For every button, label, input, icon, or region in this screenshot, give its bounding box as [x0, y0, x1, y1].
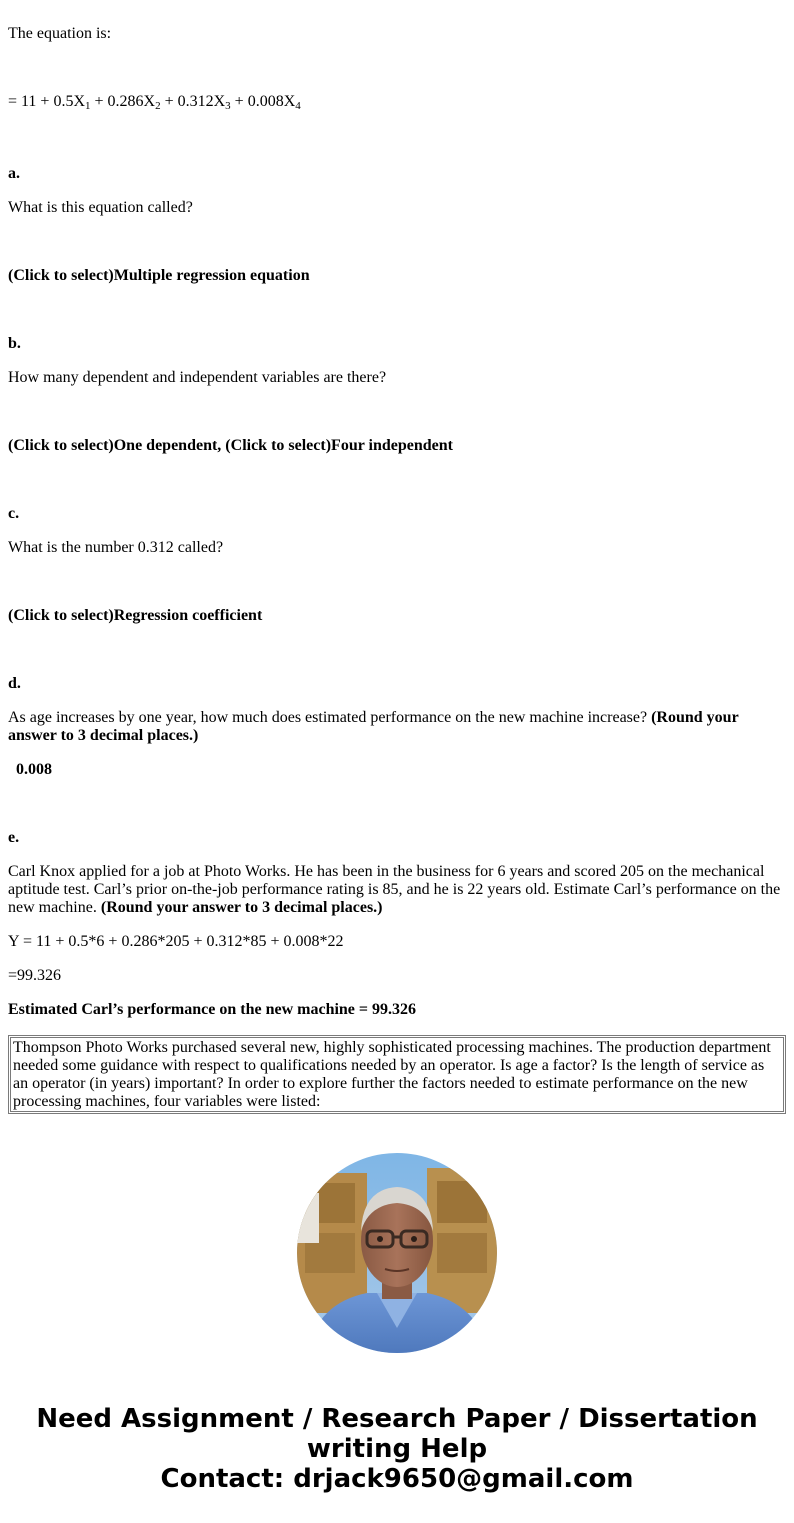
contact-banner-line-1: Need Assignment / Research Paper / Dissertation	[36, 1404, 758, 1434]
regression-equation	[8, 93, 301, 111]
question-d-label: d.	[8, 675, 21, 692]
question-e-instruction: (Round your answer to 3 decimal places.)	[100, 899, 383, 916]
eq-sub-4: 4	[295, 100, 301, 112]
eq-sub-1: 1	[85, 100, 91, 112]
eq-sub-3: 3	[225, 100, 231, 112]
question-a-label: a.	[8, 165, 20, 182]
question-a-answer[interactable]: (Click to select)Multiple regression equation	[8, 267, 310, 284]
question-a-text: What is this equation called?	[8, 199, 193, 216]
eq-term-3: + 0.312X	[160, 93, 226, 110]
question-e-label: e.	[8, 829, 20, 846]
calculation-result: Estimated Carl’s performance on the new machine = 99.326	[8, 1001, 417, 1018]
question-c-label: c.	[8, 505, 20, 522]
eq-term-4: + 0.008X	[230, 93, 296, 110]
avatar-photo	[297, 1153, 497, 1353]
question-d-instruction: (Round your answer to 3 decimal places.)	[8, 709, 739, 744]
contact-banner	[0, 1404, 794, 1494]
contact-banner-email[interactable]: Contact: drjack9650@gmail.com	[160, 1464, 634, 1494]
question-b-text: How many dependent and independent variables are there?	[8, 369, 387, 386]
question-e-question: Carl Knox applied for a job at Photo Works. He has been in the business for 6 years and scored 205 on the mechanical aptitude test. Carl’s prior on-the-job performance rating is 85, and he is 22 years old. Estimate Carl’s performance on the new machine.	[8, 863, 781, 916]
question-d-question: As age increases by one year, how much does estimated performance on the new machine increase?	[8, 709, 648, 726]
eq-sub-2: 2	[155, 100, 161, 112]
contact-banner-line-2: writing Help	[306, 1434, 488, 1464]
problem-statement-text: Thompson Photo Works purchased several new, highly sophisticated processing machines. The production department needed some guidance with respect to qualifications needed by an operator. Is age a factor? Is the length of service as an operator (in years) important? In order to explore further the factors needed to estimate performance on the new processing machines, four variables were listed:	[10, 1037, 784, 1112]
question-e-text	[8, 863, 786, 917]
question-b-label: b.	[8, 335, 21, 352]
question-b-answer[interactable]: (Click to select)One dependent, (Click to select)Four independent	[8, 437, 453, 454]
question-d-answer: 0.008	[16, 761, 52, 778]
question-c-text: What is the number 0.312 called?	[8, 539, 224, 556]
problem-statement-box	[8, 1035, 786, 1114]
avatar	[297, 1153, 497, 1353]
calculation-line-1: Y = 11 + 0.5*6 + 0.286*205 + 0.312*85 + 0.008*22	[8, 933, 344, 950]
eq-term-1: = 11 + 0.5X	[8, 93, 86, 110]
eq-term-2: + 0.286X	[90, 93, 156, 110]
intro-text: The equation is:	[8, 25, 112, 42]
question-d-text	[8, 709, 786, 745]
calculation-line-2: =99.326	[8, 967, 62, 984]
question-c-answer[interactable]: (Click to select)Regression coefficient	[8, 607, 263, 624]
